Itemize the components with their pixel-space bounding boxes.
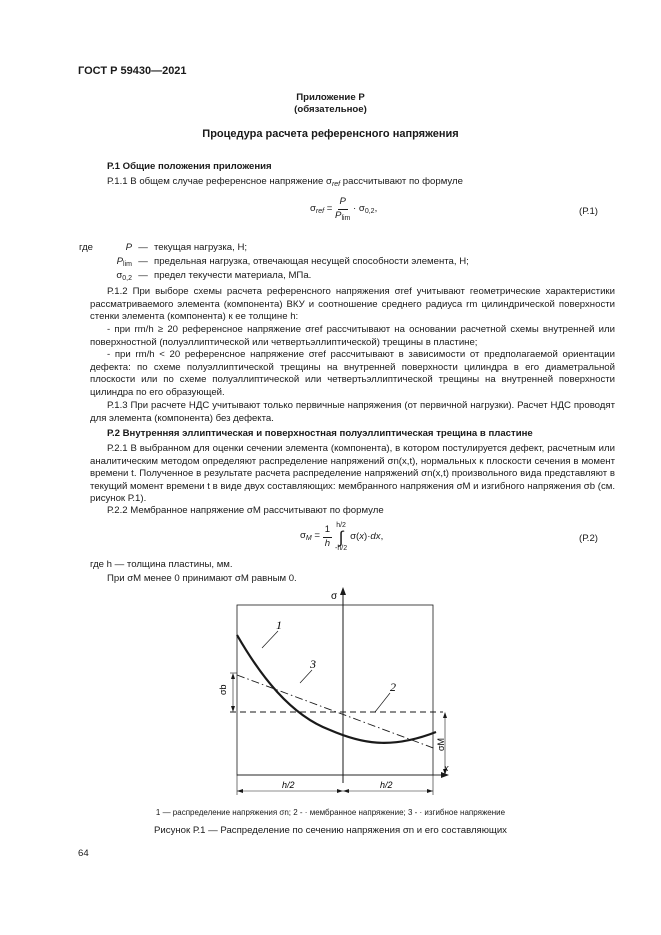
h-half-left-label: h/2 xyxy=(282,780,295,790)
section-p2-heading: Р.2 Внутренняя эллиптическая и поверхностная полуэллиптическая трещина в пластине xyxy=(107,428,533,439)
bullet-1: - при rm/h ≥ 20 референсное напряжение σref рассчитывают на основании расчетной схемы внутренней или поверхностной (полуэллиптической или четвертьэллиптической) трещины в пластине; xyxy=(90,324,615,348)
leader-3 xyxy=(300,670,312,683)
note-sigma-m: При σM менее 0 принимают σM равным 0. xyxy=(107,573,297,584)
figure-caption: Рисунок Р.1 — Распределение по сечению напряжения σn и его составляющих xyxy=(154,825,507,836)
bullet-2: - при rm/h < 20 референсное напряжение σref рассчитывают в зависимости от предполагаемой ориентации дефекта: по схеме полуэллиптической трещины на внутренней поверхности цилиндра в его диаметральной плоскости или по схеме полуэллиптической или четвертьэллиптической трещины на внутренней поверхности цилиндра по его образующей. xyxy=(90,349,615,398)
leader-1 xyxy=(262,631,278,648)
figure-p1 xyxy=(200,585,460,805)
equation-p1-number: (Р.1) xyxy=(579,206,598,217)
para-p112: Р.1.2 При выборе схемы расчета референсного напряжения σref учитывают геометрические характеристики рассматриваемого элемента (компонента) ВКУ и соотношение среднего радиуса rm цилиндрической поверхности стенки элемента (компонента) к ее толщине h: xyxy=(90,286,615,323)
figure-frame xyxy=(237,605,433,775)
label-2: 2 xyxy=(390,680,396,694)
appendix-status: (обязательное) xyxy=(294,104,367,115)
sigma-axis-label: σ xyxy=(331,591,338,602)
label-1: 1 xyxy=(276,618,282,632)
equation-p2: $\sigma_M$ = $\frac{1}{h}$ h/2 ∫ -h/2 σ(x)·dx, xyxy=(300,522,384,552)
appendix-heading: Процедура расчета референсного напряжения xyxy=(202,128,459,140)
equation-p2-number: (Р.2) xyxy=(579,533,598,544)
equation-p1: $\sigma_{ref}$ = $\frac{P}{P_{lim}}$ · $\sigma_{0,2}$, xyxy=(310,196,378,222)
para-p221: Р.2.1 В выбранном для оценки сечении элемента (компонента), в котором постулируется дефект, расчетным или аналитическим методом определяют распределение напряжений σn(x,t), нормальных к плоскости сечения в момент времени t. Полученное в результате расчета распределение напряжений σn(x,t) произвольного вида представляют в текущий момент времени t в виде двух составляющих: мембранного напряжения σM и изгибного напряжения σb (см. рисунок Р.1). xyxy=(90,443,615,505)
para-p111: Р.1.1 В общем случае референсное напряжение $\sigma_{ref}$ рассчитывают по формуле xyxy=(107,176,463,188)
label-3: 3 xyxy=(310,657,316,671)
sigma-axis-arrow xyxy=(340,587,346,595)
para-p222: Р.2.2 Мембранное напряжение σM рассчитывают по формуле xyxy=(107,505,384,516)
appendix-title: Приложение Р xyxy=(296,92,365,103)
leader-2 xyxy=(375,693,390,712)
sigma-b-label: σb xyxy=(218,684,228,695)
page-number: 64 xyxy=(78,848,89,859)
standard-number: ГОСТ Р 59430—2021 xyxy=(78,65,187,77)
section-p1-heading: Р.1 Общие положения приложения xyxy=(107,161,272,172)
definition-p: где P — текущая нагрузка, Н; xyxy=(79,242,248,253)
stress-distribution-curve xyxy=(237,635,436,743)
x-axis-label: x xyxy=(444,763,449,773)
bending-stress-line xyxy=(237,675,436,749)
definition-sigma02: $\sigma_{0,2}$ — предел текучести материала, МПа. xyxy=(116,270,312,282)
h-half-right-label: h/2 xyxy=(380,780,393,790)
where-h: где h — толщина пластины, мм. xyxy=(90,559,233,570)
definition-plim: $P_{lim}$ — предельная нагрузка, отвечающая несущей способности элемента, Н; xyxy=(116,256,469,268)
para-p113: Р.1.3 При расчете НДС учитывают только первичные напряжения (от первичной нагрузки). Расчет НДС проводят для элемента (компонента) без дефекта. xyxy=(90,400,615,424)
figure-legend: 1 — распределение напряжения σn; 2 - · мембранное напряжение; 3 - · изгибное напряжение xyxy=(155,808,506,817)
sigma-m-label: σM xyxy=(436,737,446,751)
